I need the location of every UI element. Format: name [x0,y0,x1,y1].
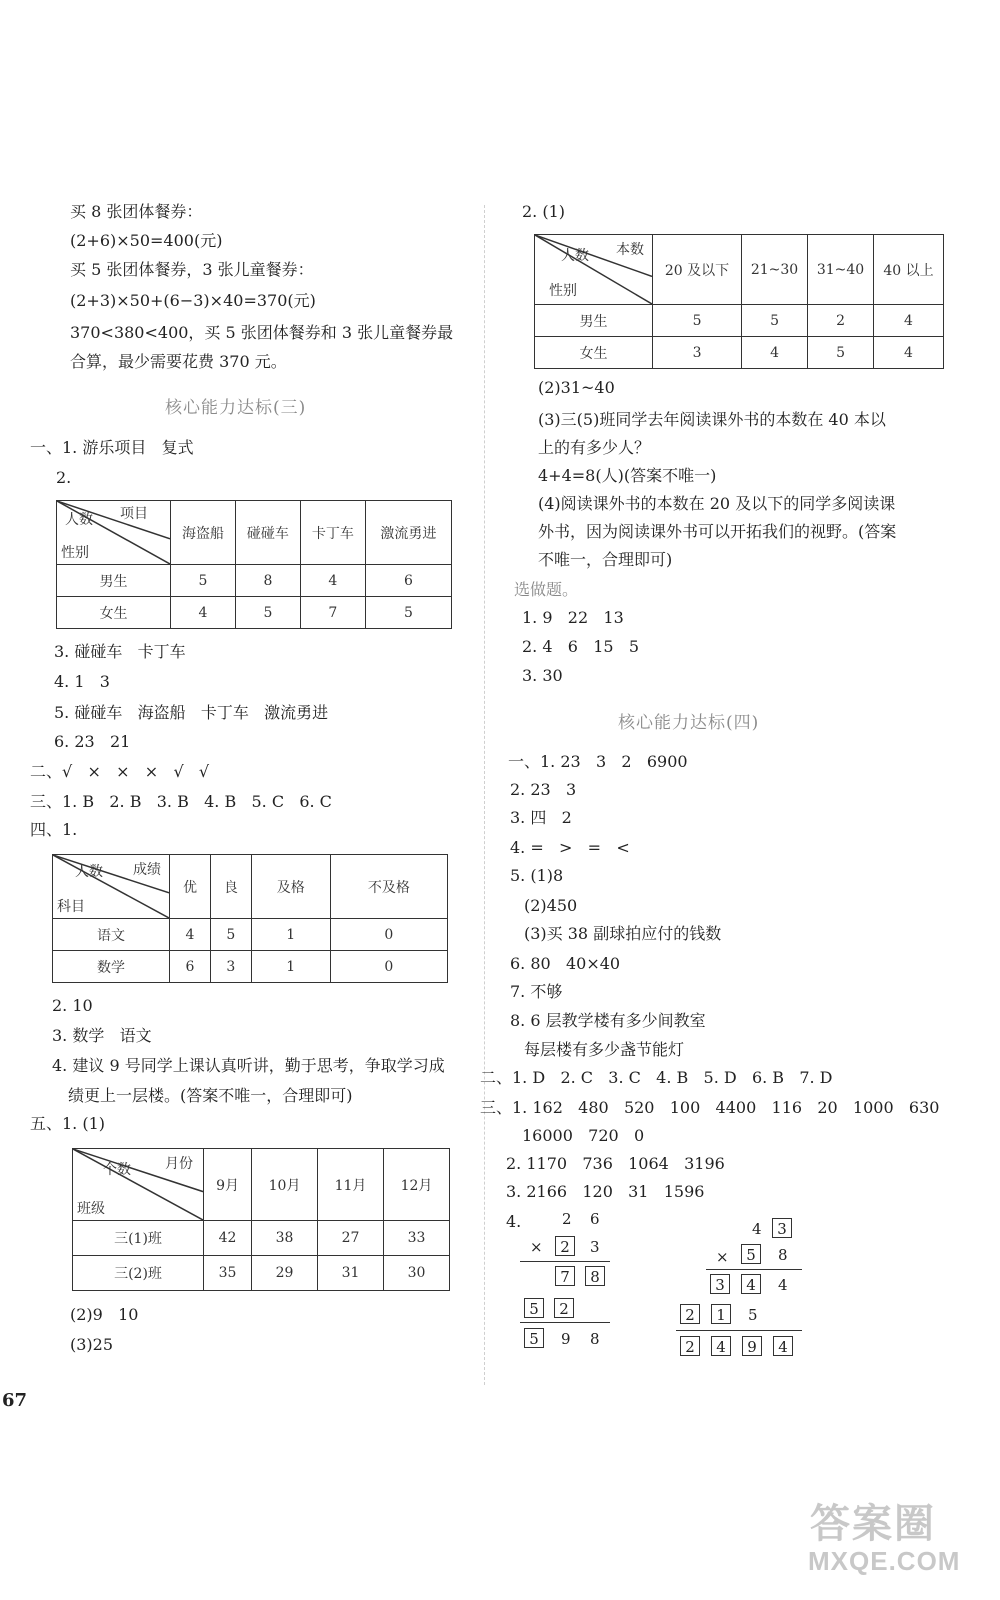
column-divider [484,205,485,1385]
answer-s4-1-3: 3. 四 2 [510,808,572,827]
optional-2: 2. 4 6 15 5 [522,637,640,656]
answer-r2-4c: 不唯一，合理即可) [538,550,673,569]
answer-s4-1-1: 一、1. 23 3 2 6900 [508,752,688,771]
table-amusement [56,500,452,629]
answer-2: 二、√ × × × √ √ [30,762,210,781]
answer-1-6: 6. 23 21 [54,732,131,751]
carry-line-3: 买 5 张团体餐券，3 张儿童餐券： [70,260,314,279]
answer-box: 2 [680,1304,700,1324]
optional-1: 1. 9 22 13 [522,608,624,627]
answer-1-1: 一、1. 游乐项目 复式 [30,438,194,457]
table-corner: 本数 人数 性别 [535,235,653,305]
answer-4-4a: 4. 建议 9 号同学上课认真听讲，勤于思考，争取学习成 [52,1056,445,1075]
optional-3: 3. 30 [522,666,563,685]
answer-box: 5 [524,1298,544,1318]
answer-box: 5 [524,1328,544,1348]
table-row: 语文 4 5 1 0 [53,919,448,951]
optional-label: 选做题。 [514,580,579,599]
answer-box: 4 [711,1336,731,1356]
answer-s4-3-1b: 16000 720 0 [522,1126,645,1145]
table-header: 20 及以下 [653,235,742,305]
table-row: 男生 5 8 4 6 [57,565,452,597]
answer-box: 7 [555,1266,575,1286]
table-row: 三(1)班 42 38 27 33 [73,1221,450,1256]
carry-line-5: 370<380<400，买 5 张团体餐券和 3 张儿童餐券最 [70,323,454,342]
table-header: 10月 [252,1149,318,1221]
table-header: 31~40 [808,235,874,305]
carry-line-1: 买 8 张团体餐券： [70,202,203,221]
answer-s4-1-5a: 5. (1)8 [510,866,564,885]
answer-box: 9 [742,1336,762,1356]
table-corner: 项目 人数 性别 [57,501,171,565]
answer-box: 3 [710,1274,730,1294]
page-number: 67 [2,1390,28,1411]
answer-box: 4 [773,1336,793,1356]
answer-5-3: (3)25 [70,1335,114,1354]
answer-s4-1-5c: (3)买 38 副球拍应付的钱数 [524,924,722,943]
table-header: 碰碰车 [235,501,300,565]
table-row: 三(2)班 35 29 31 30 [73,1256,450,1291]
table-header: 40 以上 [874,235,944,305]
table-header: 21~30 [742,235,808,305]
table-row: 女生 4 5 7 5 [57,597,452,629]
carry-line-6: 合算，最少需要花费 370 元。 [70,352,287,371]
table-row: 女生 3 4 5 4 [535,337,944,369]
answer-r2-3c: 4+4=8(人)(答案不唯一) [538,466,717,485]
table-header: 12月 [384,1149,450,1221]
answer-box: 2 [554,1298,574,1318]
answer-s4-3-3: 3. 2166 120 31 1596 [506,1182,705,1201]
table-corner: 月份 个数 班级 [73,1149,204,1221]
table-row: 男生 5 5 2 4 [535,305,944,337]
answer-r2-3b: 上的有多少人？ [538,438,651,457]
answer-s4-1-6: 6. 80 40×40 [510,954,621,973]
carry-line-4: (2+3)×50+(6−3)×40=370(元) [70,291,316,310]
answer-s4-1-8a: 8. 6 层教学楼有多少间教室 [510,1011,706,1030]
answer-3: 三、1. B 2. B 3. B 4. B 5. C 6. C [30,792,332,811]
watermark-logo: 答案圈 [810,1502,936,1546]
answer-box: 3 [772,1218,792,1238]
carry-line-2: (2+6)×50=400(元) [70,231,223,250]
answer-r2-3a: (3)三(5)班同学去年阅读课外书的本数在 40 本以 [538,410,886,429]
answer-1-5: 5. 碰碰车 海盗船 卡丁车 激流勇进 [54,703,329,722]
answer-1-3: 3. 碰碰车 卡丁车 [54,642,186,661]
answer-s4-2: 二、1. D 2. C 3. C 4. B 5. D 6. B 7. D [480,1068,833,1087]
answer-5-1: 五、1. (1) [30,1114,106,1133]
table-header: 及格 [251,855,330,919]
answer-s4-1-7: 7. 不够 [510,982,563,1001]
answer-r2-1: 2. (1) [522,202,566,221]
table-corner: 成绩 人数 科目 [53,855,170,919]
watermark-url: MXQE.COM [808,1546,961,1576]
answer-1-4: 4. 1 3 [54,672,110,691]
answer-s4-3-1a: 三、1. 162 480 520 100 4400 116 20 1000 630 [480,1098,940,1117]
answer-s4-3-4: 4. [506,1212,522,1231]
answer-box: 5 [741,1244,761,1264]
section-title-4: 核心能力达标(四) [618,713,760,733]
table-row: 数学 6 3 1 0 [53,951,448,983]
table-header: 卡丁车 [300,501,365,565]
answer-4-4b: 绩更上一层楼。(答案不唯一，合理即可) [68,1086,353,1105]
answer-4-2: 2. 10 [52,996,93,1015]
table-header: 海盗船 [171,501,236,565]
table-grades [52,854,448,983]
answer-box: 1 [711,1304,731,1324]
answer-r2-4a: (4)阅读课外书的本数在 20 及以下的同学多阅读课 [538,494,896,513]
table-header: 11月 [318,1149,384,1221]
table-header: 9月 [204,1149,252,1221]
table-header: 优 [170,855,211,919]
answer-s4-1-4: 4. = > = < [510,838,630,857]
table-reading [534,234,944,369]
answer-s4-1-2: 2. 23 3 [510,780,577,799]
table-classes [72,1148,450,1291]
table-header: 激流勇进 [365,501,451,565]
answer-box: 2 [680,1336,700,1356]
section-title-3: 核心能力达标(三) [165,398,307,418]
answer-s4-1-8b: 每层楼有多少盏节能灯 [524,1040,685,1059]
answer-s4-1-5b: (2)450 [524,896,578,915]
table-header: 良 [210,855,251,919]
answer-1-2: 2. [56,468,72,487]
answer-box: 8 [585,1266,605,1286]
answer-r2-4b: 外书，因为阅读课外书可以开拓我们的视野。(答案 [538,522,897,541]
answer-box: 4 [741,1274,761,1294]
answer-4-1: 四、1. [30,820,78,839]
table-header: 不及格 [330,855,447,919]
answer-4-3: 3. 数学 语文 [52,1026,152,1045]
answer-s4-3-2: 2. 1170 736 1064 3196 [506,1154,725,1173]
answer-r2-2: (2)31~40 [538,378,615,397]
answer-box: 2 [555,1236,575,1256]
answer-5-2: (2)9 10 [70,1305,139,1324]
